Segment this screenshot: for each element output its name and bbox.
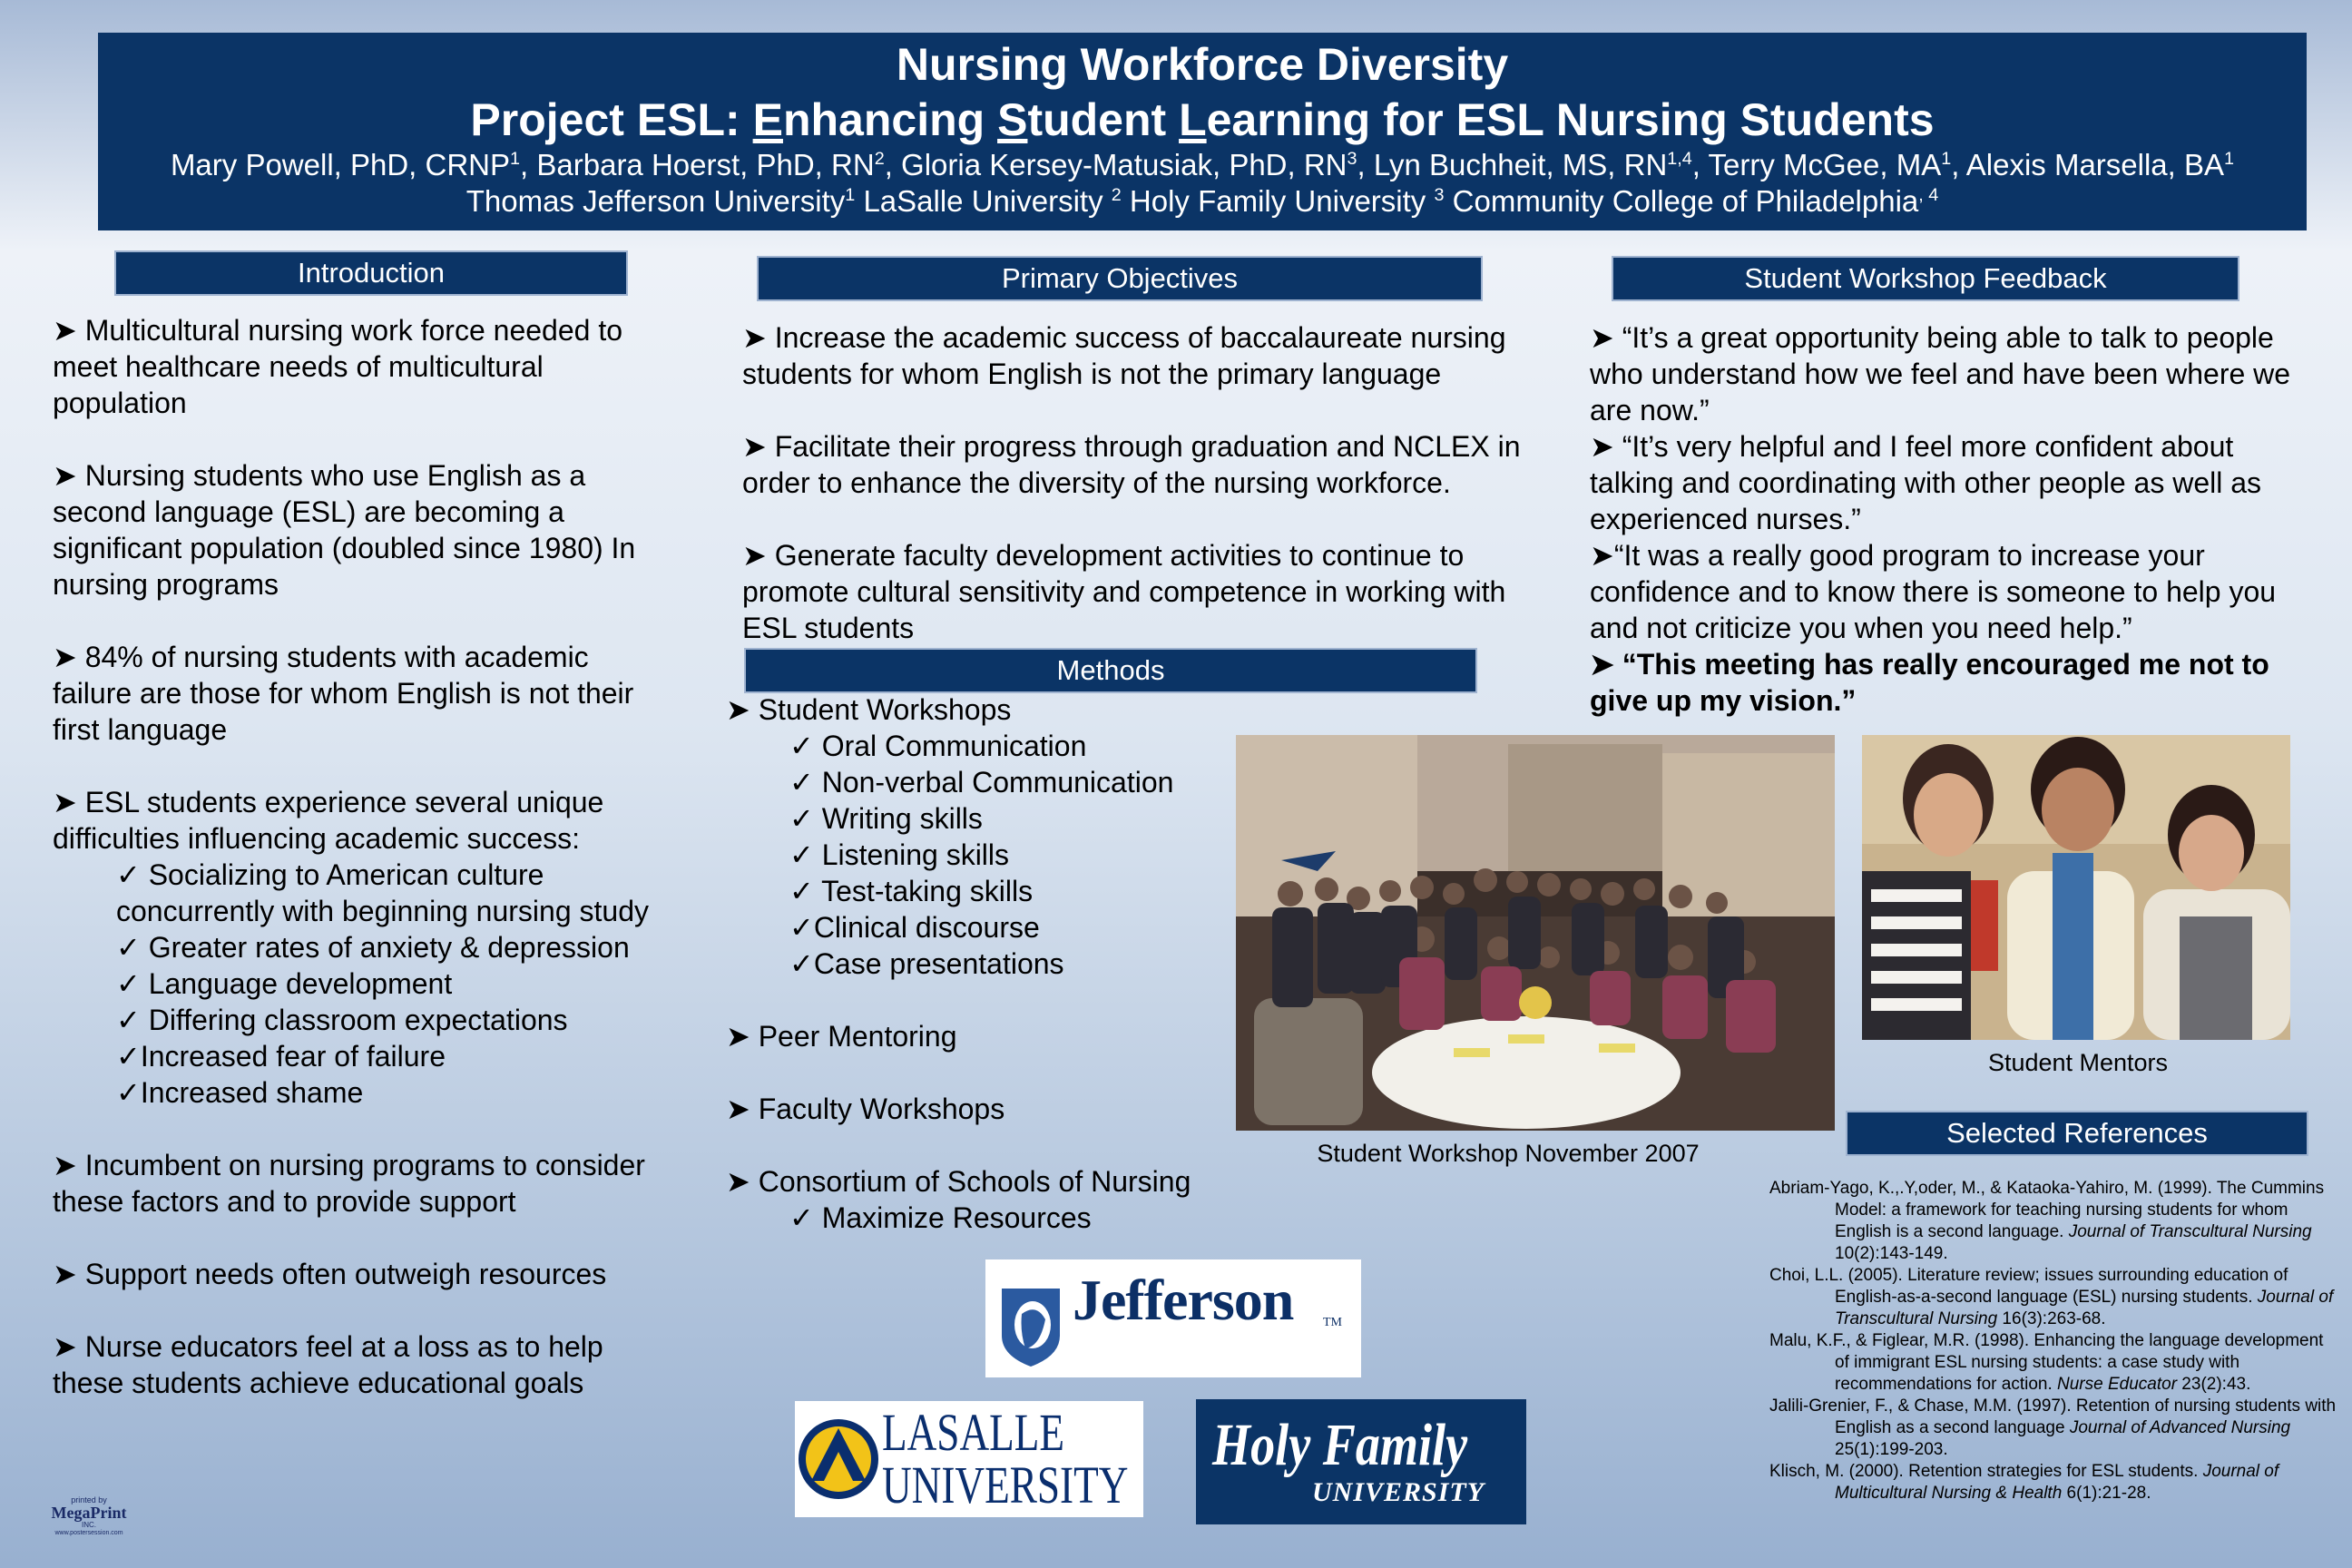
intro-subitem: ✓ Greater rates of anxiety & depression [116,931,630,964]
affiliation-superscript: 2 [1111,185,1122,205]
method-item: ➤ Student Workshops [726,693,1012,726]
author: Mary Powell, PhD, CRNP [170,148,511,181]
poster-title-banner [98,33,2307,230]
method-item: ➤ Faculty Workshops [726,1093,1005,1125]
feedback-quote: ➤“It was a really good program to increase your confidence and to know there is someone to help you and not criticize you when you need help.” [1590,539,2277,644]
workshop-topic: ✓ Writing skills [789,802,983,835]
affiliation-superscript: , 4 [1918,185,1939,205]
methods-heading: Methods [744,648,1477,693]
introduction-body [53,312,652,1401]
references-list [1769,1178,2341,1504]
author-superscript: 3 [1347,149,1357,169]
affiliation: Community College of Philadelphia [1444,184,1919,218]
intro-bullet: ➤ Nurse educators feel at a loss as to help these students achieve educational goals [53,1330,603,1399]
feedback-heading: Student Workshop Feedback [1612,256,2239,301]
jefferson-wordmark: Jefferson [1073,1268,1294,1332]
introduction-heading: Introduction [114,250,628,296]
objective-item: ➤ Facilitate their progress through graduation and NCLEX in order to enhance the diversity of the nursing workforce. [742,430,1521,499]
reference-item: Klisch, M. (2000). Retention strategies for ESL students. Journal of Multicultural Nursing & Health 6(1):21-28. [1769,1462,2279,1503]
holy-family-logo [1196,1399,1526,1524]
printer-inc: INC. [82,1521,96,1529]
author: , Terry McGee, MA [1691,148,1942,181]
reference-item: Jalili-Grenier, F., & Chase, M.M. (1997). Retention of nursing students with English as a second language Journal of Advanced Nursing 25(1):199-203. [1769,1396,2337,1459]
feedback-quote: ➤ “It’s very helpful and I feel more confident about talking and coordinating with other people as well as experienced nurses.” [1590,430,2262,535]
intro-bullet: ➤ Incumbent on nursing programs to consider these factors and to provide support [53,1149,645,1218]
author: , Barbara Hoerst, PhD, RN [520,148,875,181]
printer-url: www.postersession.com [54,1530,123,1536]
author-superscript: 1 [2224,149,2235,169]
affiliation: Thomas Jefferson University [466,184,846,218]
intro-bullet: ➤ Multicultural nursing work force needed to meet healthcare needs of multicultural population [53,314,622,419]
intro-bullet: ➤ 84% of nursing students with academic failure are those for whom English is not their first language [53,641,634,746]
reference-item: Choi, L.L. (2005). Literature review; issues surrounding education of English-as-a-second language (ESL) nursing students. Journal of Transcultural Nursing 16(3):263-68. [1769,1266,2334,1328]
author: , Lyn Buchheit, MS, RN [1357,148,1668,181]
intro-bullet: ➤ Support needs often outweigh resources [53,1258,607,1290]
workshop-topic: ✓Clinical discourse [789,911,1040,944]
author: , Gloria Kersey-Matusiak, PhD, RN [884,148,1348,181]
poster-title: Nursing Workforce Diversity [896,39,1509,90]
workshop-topic: ✓ Oral Communication [789,730,1087,762]
intro-bullet: ➤ Nursing students who use English as a second language (ESL) are becoming a significant population (doubled since 1980) In nursing programs [53,459,636,601]
holy-family-wordmark: Holy Family [1212,1412,1468,1478]
consortium-subitem: ✓ Maximize Resources [789,1201,1092,1234]
methods-body [726,691,1234,1236]
author-superscript: 1 [510,149,521,169]
feedback-quote-highlight: ➤ “This meeting has really encouraged me not to give up my vision.” [1590,648,2269,717]
workshop-group-photo [1236,735,1835,1131]
objectives-heading: Primary Objectives [757,256,1483,301]
printer-name: MegaPrint [51,1504,127,1522]
holy-family-university: UNIVERSITY [1312,1477,1485,1507]
intro-subitem: ✓Increased shame [116,1076,364,1109]
author: , Alexis Marsella, BA [1951,148,2225,181]
jefferson-logo [985,1259,1361,1377]
author-superscript: 2 [874,149,885,169]
printer-credit [25,1495,152,1537]
method-item: ➤ Peer Mentoring [726,1020,957,1053]
objectives-body [742,319,1559,646]
author-superscript: 1,4 [1667,149,1692,169]
workshop-topic: ✓ Listening skills [789,838,1010,871]
references-heading: Selected References [1846,1111,2308,1156]
intro-bullet: ➤ ESL students experience several unique difficulties influencing academic success: [53,786,604,855]
jefferson-trademark: TM [1323,1316,1342,1329]
reference-item: Malu, K.F., & Figlear, M.R. (1998). Enhancing the language development of immigrant ESL nursing students: a case study with recommendations for action. Nurse Educator 23(2):43. [1769,1331,2324,1394]
intro-subitem: ✓ Language development [116,967,453,1000]
mentors-photo-caption: Student Mentors [1987,1049,2169,1076]
author-list [98,147,2307,183]
affiliation: Holy Family University [1121,184,1435,218]
workshop-topic: ✓Case presentations [789,947,1064,980]
affiliation-superscript: 1 [845,185,856,205]
affiliation-list [98,183,2307,220]
workshop-topic: ✓ Test-taking skills [789,875,1034,907]
lasalle-wordmark-line1: LASALLE [882,1403,1065,1462]
feedback-body [1590,319,2316,719]
objective-item: ➤ Generate faculty development activities to continue to promote cultural sensitivity and competence in working with ESL students [742,539,1506,644]
reference-item: Abriam-Yago, K.,.Y,oder, M., & Kataoka-Yahiro, M. (1999). The Cummins Model: a framework for teaching nursing students for whom English is a second language. Journal of Transcultural Nursing 10(2):143-149. [1769,1179,2325,1263]
workshop-photo-caption: Student Workshop November 2007 [1317,1140,1700,1167]
printer-printed-by: printed by [71,1495,107,1504]
lasalle-wordmark-line2: UNIVERSITY [882,1455,1129,1514]
feedback-quote: ➤ “It’s a great opportunity being able to talk to people who understand how we feel and have been where we are now.” [1590,321,2291,426]
workshop-topic: ✓ Non-verbal Communication [789,766,1174,799]
affiliation-superscript: 3 [1434,185,1445,205]
intro-subitem: ✓ Differing classroom expectations [116,1004,568,1036]
lasalle-logo [795,1401,1143,1517]
intro-subitem: ✓Increased fear of failure [116,1040,446,1073]
poster-subtitle: Project ESL: Enhancing Student Learning for ESL Nursing Students [470,94,1935,145]
intro-subitem: ✓ Socializing to American culture concurrently with beginning nursing study [116,858,649,927]
method-item: ➤ Consortium of Schools of Nursing [726,1165,1191,1198]
student-mentors-photo [1862,735,2290,1040]
affiliation: LaSalle University [855,184,1112,218]
author-superscript: 1 [1941,149,1952,169]
objective-item: ➤ Increase the academic success of baccalaureate nursing students for whom English is not the primary language [742,321,1506,390]
